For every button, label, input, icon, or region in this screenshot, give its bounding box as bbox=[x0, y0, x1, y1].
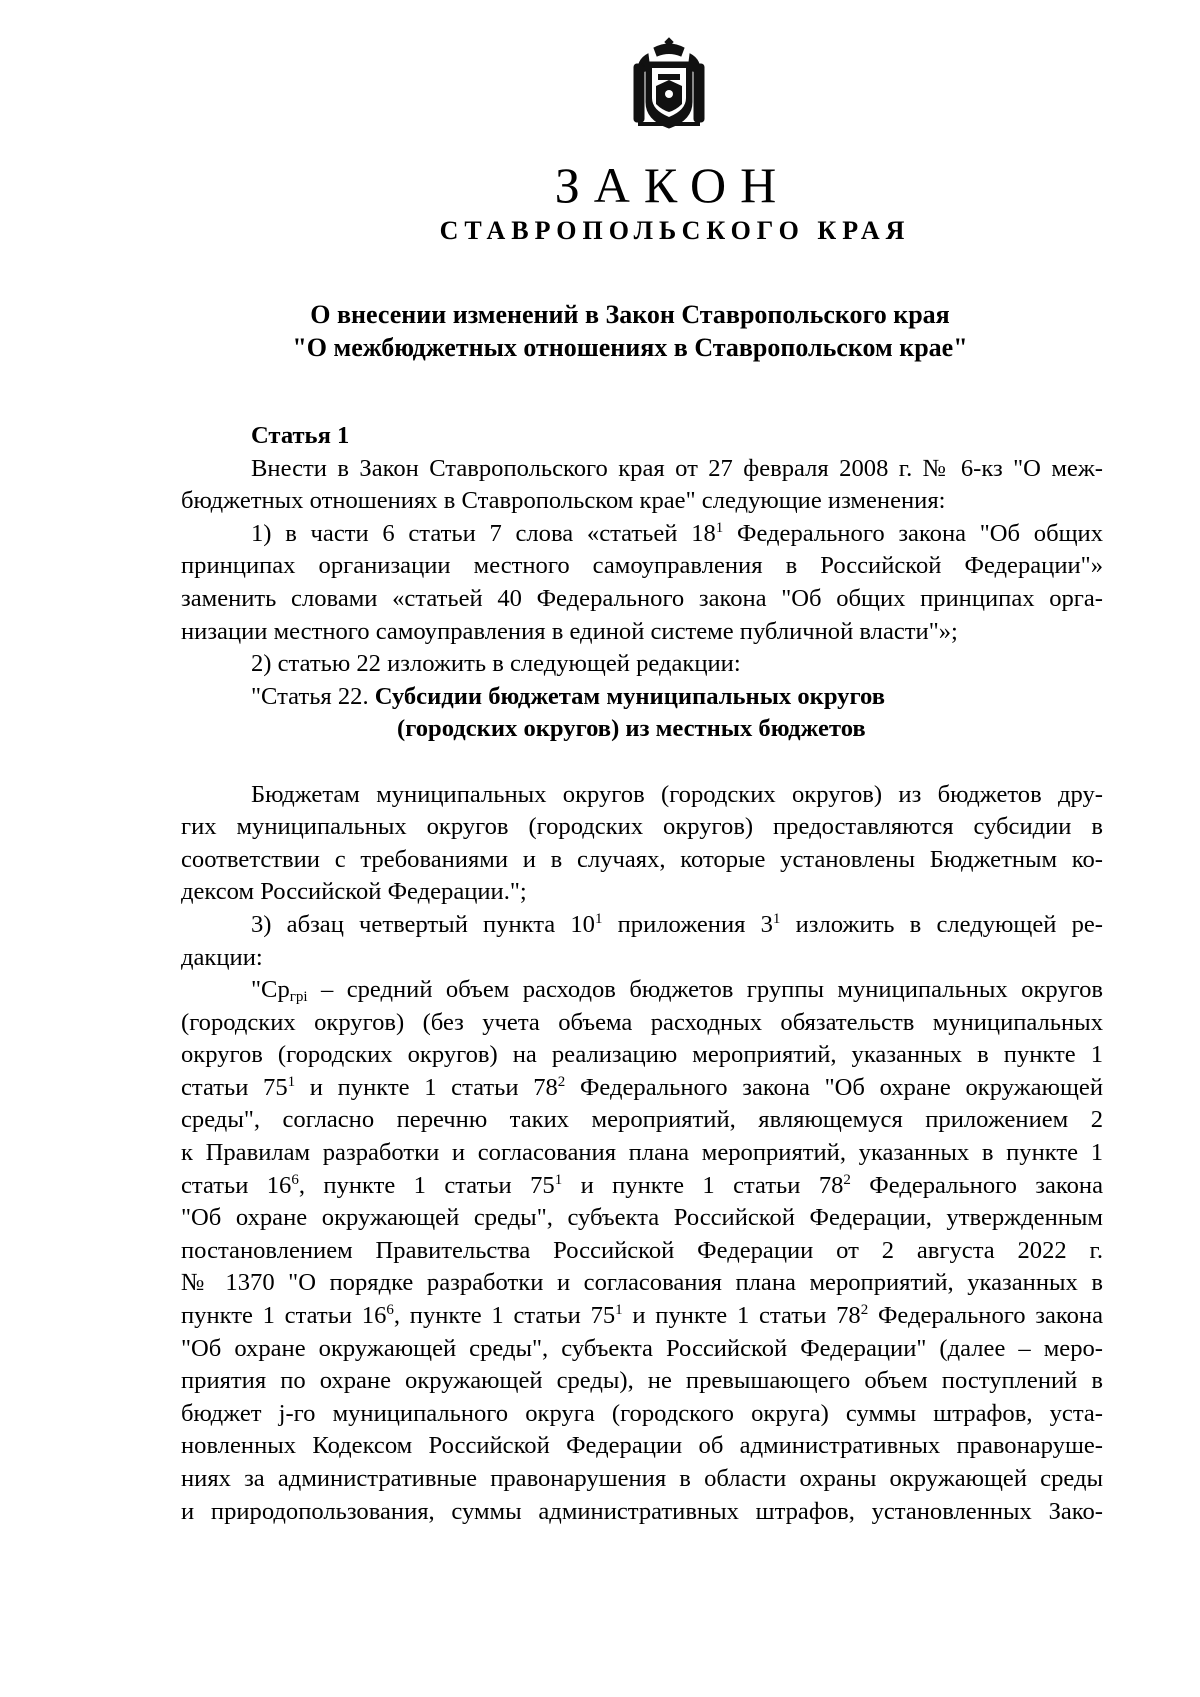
text-line: пункте 1 статьи $16^6$, пункте 1 статьи $75^1$ и пункте 1 статьи $78^2$ Федерального закона bbox=[181, 1302, 1103, 1330]
text-line: принципах организации местного самоуправления в Российской Федерации"» bbox=[181, 552, 1103, 580]
text-line: "Об охране окружающей среды", субъекта Российской Федерации" (далее – меро- bbox=[181, 1334, 1103, 1362]
text-line: дексом Российской Федерации."; bbox=[181, 878, 527, 906]
text-line: "$Ср_{грi}$ – средний объем расходов бюджетов группы муниципальных округов bbox=[251, 976, 1103, 1006]
text-line: заменить словами «статьей 40 Федерального закона "Об общих принципах орга- bbox=[181, 584, 1103, 612]
text-line: ниях за административные правонарушения в области охраны окружающей среды bbox=[181, 1465, 1103, 1492]
text-line: дакции: bbox=[181, 943, 263, 971]
document-heading bbox=[180, 298, 1080, 364]
text-line: статьи $16^6$, пункте 1 статьи $75^1$ и пункте 1 статьи $78^2$ Федерального закона bbox=[181, 1171, 1103, 1199]
text-line: бюджет j-го муниципального округа (городского округа) суммы штрафов, уста- bbox=[181, 1399, 1103, 1427]
document-body bbox=[181, 420, 1103, 1528]
text-line: постановлением Правительства Российской Федерации от 2 августа 2022 г. bbox=[181, 1236, 1103, 1264]
text-line: гих муниципальных округов (городских округов) предоставляются субсидии в bbox=[181, 813, 1103, 841]
text-line: № 1370 "О порядке разработки и согласования плана мероприятий, указанных в bbox=[181, 1269, 1103, 1297]
text-line: 3) абзац четвертый пункта $10^1$ приложения $3^1$ изложить в следующей ре- bbox=[251, 910, 1103, 938]
text-line: бюджетных отношениях в Ставропольском крае" следующие изменения: bbox=[181, 487, 946, 515]
text-line: 2) статью 22 изложить в следующей редакции: bbox=[251, 650, 741, 678]
text-line: низации местного самоуправления в единой системе публичной власти"»; bbox=[181, 617, 958, 645]
text-line: "Об охране окружающей среды", субъекта Российской Федерации, утвержденным bbox=[181, 1204, 1103, 1232]
text-line: округов (городских округов) на реализацию мероприятий, указанных в пункте 1 bbox=[181, 1041, 1103, 1069]
heading-line-2: "О межбюджетных отношениях в Ставропольском крае" bbox=[292, 333, 968, 362]
text-line: Внести в Закон Ставропольского края от 27 февраля 2008 г. № 6-кз "О меж- bbox=[251, 454, 1103, 482]
text-line: Бюджетам муниципальных округов (городских округов) из бюджетов дру- bbox=[251, 780, 1103, 808]
article-22-heading: "Статья 22. Субсидии бюджетам муниципальных округов bbox=[251, 682, 886, 710]
coat-of-arms-emblem bbox=[628, 34, 710, 134]
spacer bbox=[181, 746, 1103, 779]
text-line: среды", согласно перечню таких мероприятий, являющемуся приложением 2 bbox=[181, 1106, 1103, 1134]
article-22-heading-cont: (городских округов) из местных бюджетов bbox=[397, 715, 866, 743]
text-line: соответствии с требованиями и в случаях, которые установлены Бюджетным ко- bbox=[181, 845, 1103, 873]
heading-line-1: О внесении изменений в Закон Ставропольского края bbox=[310, 300, 950, 329]
text-line: приятия по охране окружающей среды), не превышающего объем поступлений в bbox=[181, 1367, 1103, 1395]
text-line: 1) в части 6 статьи 7 слова «статьей $18^1$ Федерального закона "Об общих bbox=[251, 519, 1103, 547]
article-1-label: Статья 1 bbox=[251, 422, 350, 449]
text-line: и природопользования, суммы административных штрафов, установленных Зако- bbox=[181, 1497, 1103, 1525]
text-line: к Правилам разработки и согласования плана мероприятий, указанных в пункте 1 bbox=[181, 1139, 1103, 1167]
text-line: новленных Кодексом Российской Федерации об административных правонаруше- bbox=[181, 1432, 1103, 1460]
law-region-subtitle: СТАВРОПОЛЬСКОГО КРАЯ bbox=[439, 216, 911, 245]
text-line: (городских округов) (без учета объема расходных обязательств муниципальных bbox=[181, 1008, 1103, 1036]
law-title: ЗАКОН bbox=[554, 157, 791, 213]
text-line: статьи $75^1$ и пункте 1 статьи $78^2$ Федерального закона "Об охране окружающей bbox=[181, 1073, 1103, 1101]
